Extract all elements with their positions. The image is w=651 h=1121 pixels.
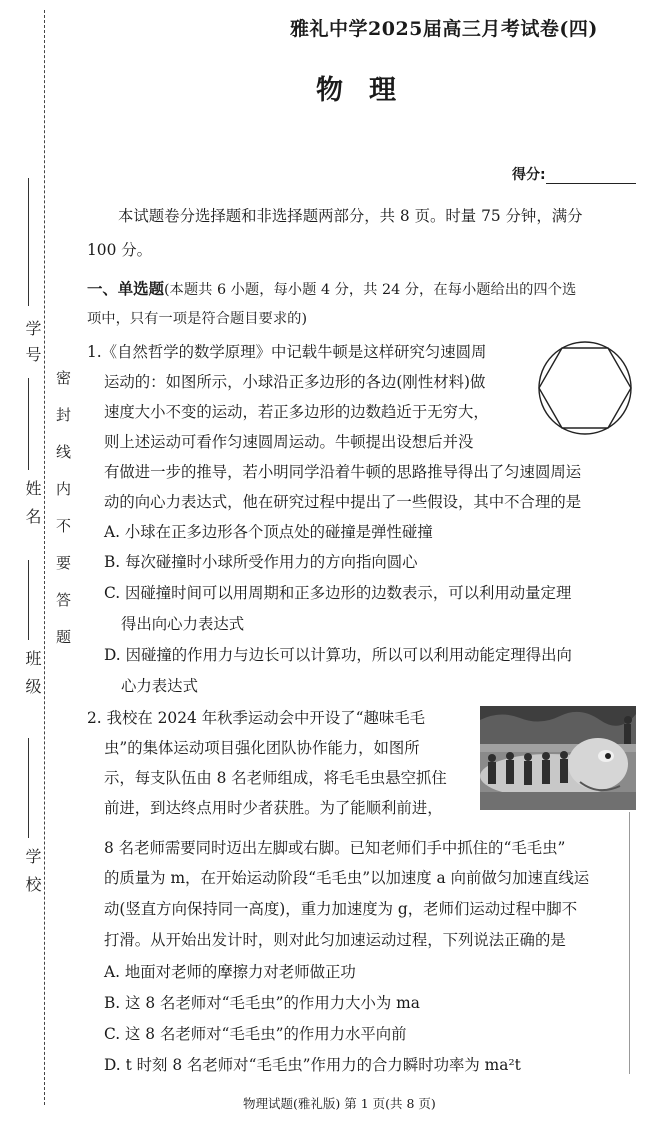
q2-option-c: C. 这 8 名老师对“毛毛虫”的作用力水平向前 — [104, 1025, 407, 1043]
q2-line-1: 2. 我校在 2024 年秋季运动会中开设了“趣味毛毛 — [87, 709, 426, 727]
q2-option-d: D. t 时刻 8 名老师对“毛毛虫”作用力的合力瞬时功率为 ma²t — [104, 1056, 521, 1074]
section-desc-1: (本题共 6 小题，每小题 4 分，共 24 分，在每小题给出的四个选 — [163, 282, 577, 298]
binding-strip — [0, 0, 92, 1121]
q2-line-8: 打滑。从开始出发计时，则对此匀加速运动过程，下列说法正确的是 — [104, 931, 566, 949]
q2-line-7: 动(竖直方向保持同一高度)，重力加速度为 g，老师们运动过程中脚不 — [104, 900, 578, 918]
seal-notice: 密封线内不要答题 — [54, 370, 72, 666]
q2-option-a: A. 地面对老师的摩擦力对老师做正功 — [104, 963, 356, 981]
q2-line-6: 的质量为 m，在开始运动阶段“毛毛虫”以加速度 a 向前做匀加速直线运 — [104, 869, 590, 887]
q1-line-6: 动的向心力表达式，他在研究过程中提出了一些假设，其中不合理的是 — [104, 493, 582, 511]
name-line — [28, 378, 29, 470]
q1-line-1: 1.《自然哲学的数学原理》中记载牛顿是这样研究匀速圆周 — [87, 343, 487, 361]
q1-option-d-line-2: 心力表达式 — [121, 677, 198, 695]
figure-circle — [539, 342, 631, 434]
q1-line-3: 速度大小不变的运动，若正多边形的边数趋近于无穷大， — [104, 403, 489, 421]
q2-option-b: B. 这 8 名老师对“毛毛虫”的作用力大小为 ma — [104, 994, 420, 1012]
q1-option-d-line-1: D. 因碰撞的作用力与边长可以计算功，所以可以利用动能定理得出向 — [104, 646, 572, 664]
section-heading — [87, 279, 576, 300]
q1-option-b: B. 每次碰撞时小球所受作用力的方向指向圆心 — [104, 553, 418, 571]
seal-dashed-line — [44, 10, 45, 1105]
caterpillar-race-photo — [480, 706, 636, 810]
margin-rule — [629, 812, 630, 1074]
q1-option-a: A. 小球在正多边形各个顶点处的碰撞是弹性碰撞 — [104, 523, 433, 541]
figure-hexagon — [539, 348, 631, 428]
student-id-line — [28, 178, 29, 306]
q2-line-4: 前进，到达终点用时少者获胜。为了能顺利前进， — [104, 799, 443, 817]
q1-option-c-line-2: 得出向心力表达式 — [121, 615, 245, 633]
student-id-label: 学号 — [23, 320, 42, 372]
school-line — [28, 738, 29, 838]
exam-title: 雅礼中学2025届高三月考试卷(四) — [290, 18, 598, 40]
score-blank — [546, 169, 636, 184]
score-field — [512, 164, 636, 184]
q2-line-5: 8 名老师需要同时迈出左脚或右脚。已知老师们手中抓住的“毛毛虫” — [104, 839, 566, 857]
hexagon-circle-figure — [536, 336, 634, 440]
q2-line-3: 示，每支队伍由 8 名老师组成，将毛毛虫悬空抓住 — [104, 769, 447, 787]
subject-title: 物理 — [316, 75, 422, 106]
intro-line-1: 本试题卷分选择题和非选择题两部分，共 8 页。时量 75 分钟，满分 — [118, 207, 583, 225]
q1-option-c-line-1: C. 因碰撞时间可以用周期和正多边形的边数表示，可以利用动量定理 — [104, 584, 572, 602]
q1-line-4: 则上述运动可看作匀速圆周运动。牛顿提出设想后并没 — [104, 433, 474, 451]
section-title: 一、单选题 — [87, 280, 164, 298]
section-desc-2: 项中，只有一项是符合题目要求的) — [87, 311, 308, 327]
q2-line-2: 虫”的集体运动项目强化团队协作能力，如图所 — [104, 739, 420, 757]
class-label: 班级 — [23, 650, 42, 706]
score-label: 得分: — [512, 167, 546, 183]
class-line — [28, 560, 29, 640]
intro-line-2: 100 分。 — [87, 241, 153, 259]
name-label: 姓名 — [23, 480, 42, 536]
q1-line-5: 有做进一步的推导，若小明同学沿着牛顿的思路推导得出了匀速圆周运 — [104, 463, 582, 481]
q1-line-2: 运动的：如图所示，小球沿正多边形的各边(刚性材料)做 — [104, 373, 486, 391]
school-label: 学校 — [23, 848, 42, 904]
page-footer: 物理试题(雅礼版) 第 1 页(共 8 页) — [243, 1096, 436, 1111]
